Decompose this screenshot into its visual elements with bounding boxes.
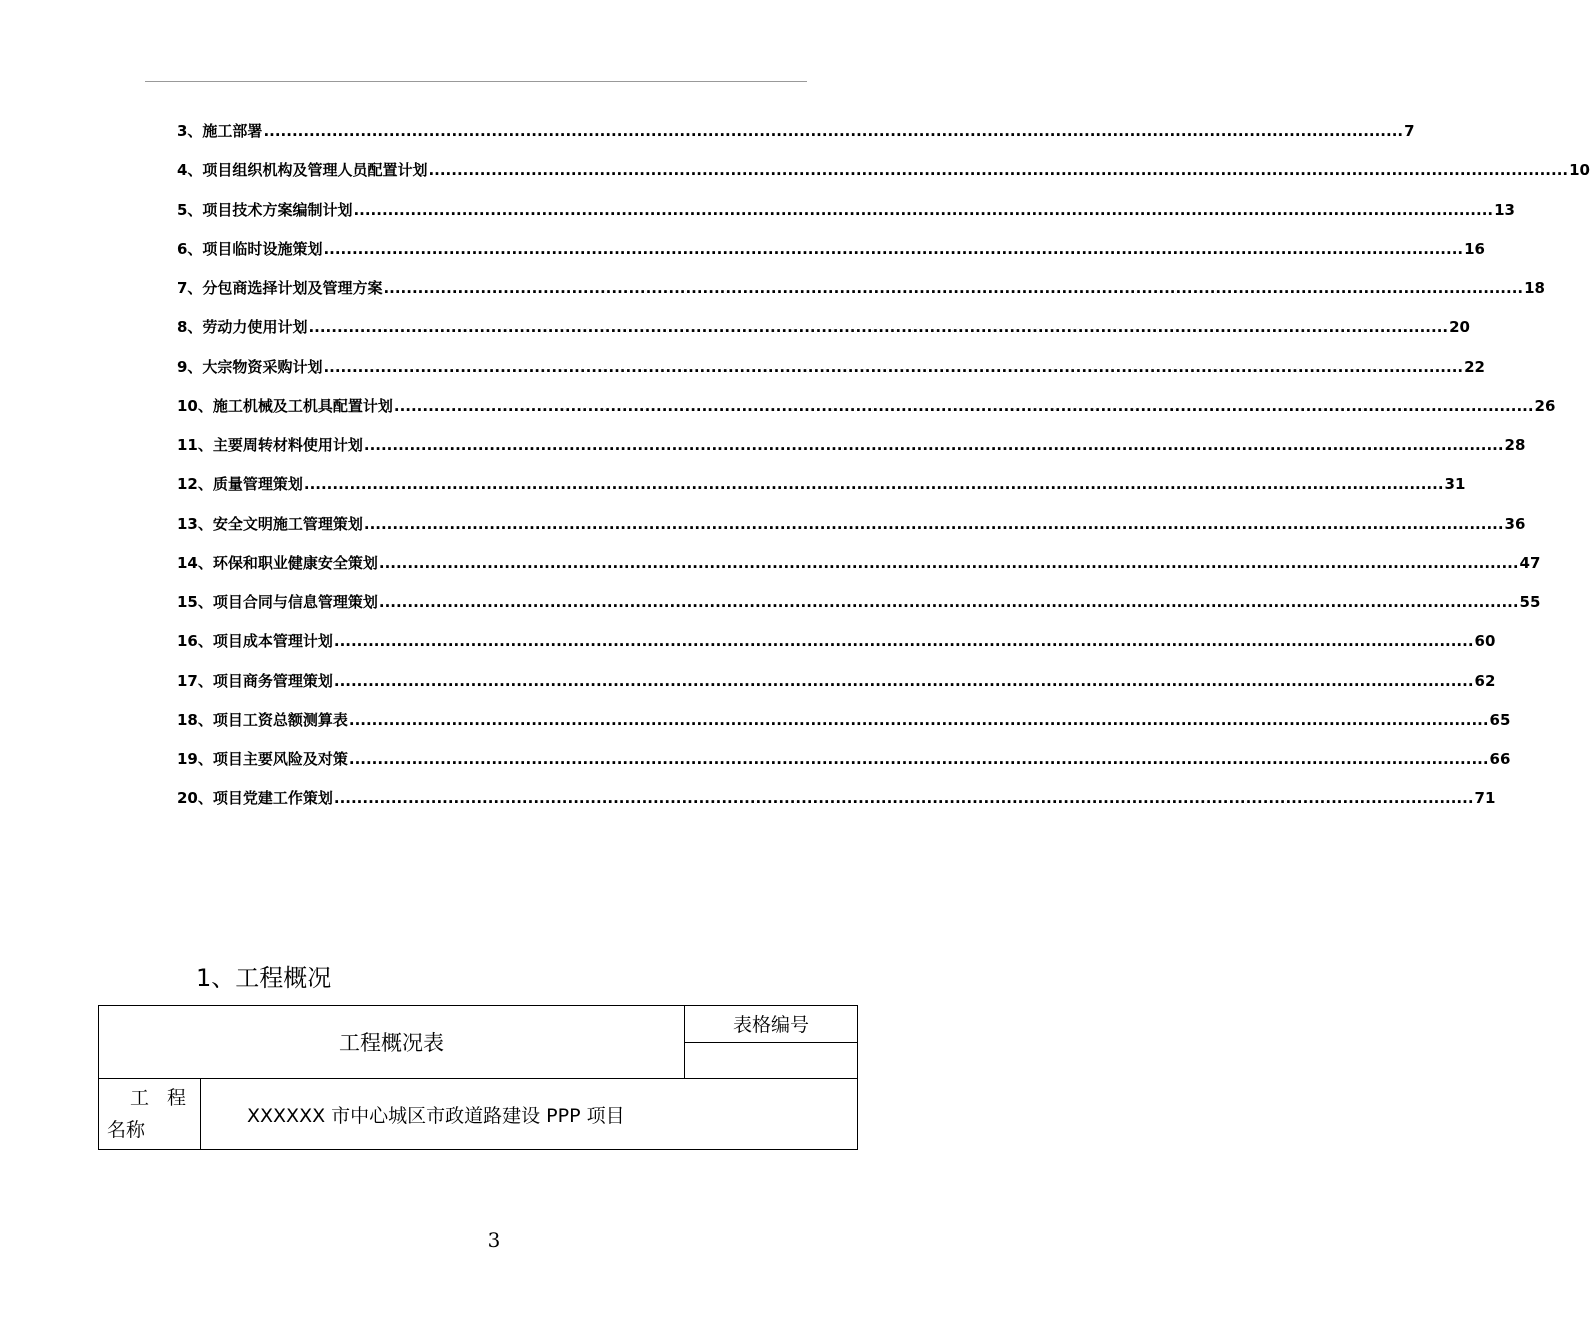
toc-entry[interactable] <box>177 670 1496 709</box>
toc-entry-page: 36 <box>1504 514 1526 533</box>
toc-entry-title: 11、主要周转材料使用计划 <box>177 436 363 454</box>
toc-entry-page: 10 <box>1569 161 1590 180</box>
toc-leader: ........................................................................................................................................................................................................ <box>323 239 1464 258</box>
toc-entry-page: 18 <box>1524 279 1545 297</box>
toc-entry[interactable] <box>177 277 1545 316</box>
section-heading: 1、工程概况 <box>196 964 332 992</box>
toc-entry-page: 65 <box>1489 710 1511 729</box>
form-number-label: 表格编号 <box>685 1006 858 1043</box>
form-number-value[interactable] <box>685 1042 858 1079</box>
toc-entry-page: 55 <box>1519 593 1541 611</box>
toc-entry-title: 7、分包商选择计划及管理方案 <box>177 279 383 297</box>
toc-leader: ........................................................................................................................................................................................................ <box>348 750 1489 768</box>
toc-entry[interactable] <box>177 159 1590 198</box>
toc-entry-title: 15、项目合同与信息管理策划 <box>177 593 378 611</box>
toc-entry-page: 62 <box>1474 671 1496 690</box>
toc-leader: ........................................................................................................................................................................................................ <box>333 671 1474 690</box>
toc-entry-page: 13 <box>1494 200 1515 219</box>
toc-leader: ........................................................................................................................................................................................................ <box>378 553 1519 572</box>
toc-entry[interactable] <box>177 199 1515 238</box>
toc-entry-title: 5、项目技术方案编制计划 <box>177 200 353 219</box>
page-number: 3 <box>487 1228 501 1252</box>
toc-entry[interactable] <box>177 120 1415 159</box>
toc-leader: ........................................................................................................................................................................................................ <box>263 122 1404 140</box>
toc-entry[interactable] <box>177 709 1511 748</box>
toc-entry-title: 16、项目成本管理计划 <box>177 632 333 651</box>
toc-entry[interactable] <box>177 238 1485 277</box>
toc-entry[interactable] <box>177 513 1526 552</box>
toc-entry[interactable] <box>177 434 1526 473</box>
toc-entry-page: 66 <box>1489 750 1511 768</box>
toc-entry-title: 4、项目组织机构及管理人员配置计划 <box>177 161 428 180</box>
toc-entry-page: 71 <box>1474 789 1496 808</box>
toc-leader: ........................................................................................................................................................................................................ <box>303 475 1444 494</box>
toc-entry-page: 60 <box>1474 632 1496 651</box>
toc-entry-page: 16 <box>1464 239 1485 258</box>
toc-leader: ........................................................................................................................................................................................................ <box>363 436 1504 454</box>
toc-entry[interactable] <box>177 630 1496 669</box>
toc-entry-title: 19、项目主要风险及对策 <box>177 750 348 768</box>
toc-leader: ........................................................................................................................................................................................................ <box>363 514 1504 533</box>
toc-entry[interactable] <box>177 356 1485 395</box>
toc-entry-page: 22 <box>1464 357 1485 376</box>
toc-leader: ........................................................................................................................................................................................................ <box>333 789 1474 808</box>
toc-entry-title: 3、施工部署 <box>177 122 263 140</box>
header-rule <box>145 81 807 82</box>
toc-entry-title: 20、项目党建工作策划 <box>177 789 333 808</box>
toc-entry[interactable] <box>177 473 1466 512</box>
project-name-label-line2: 名称 <box>107 1119 146 1141</box>
toc-entry-title: 17、项目商务管理策划 <box>177 671 333 690</box>
toc-entry[interactable] <box>177 552 1541 591</box>
toc-entry-page: 20 <box>1449 318 1470 337</box>
toc-leader: ........................................................................................................................................................................................................ <box>353 200 1494 219</box>
toc-entry-title: 8、劳动力使用计划 <box>177 318 308 337</box>
toc-entry[interactable] <box>177 395 1556 434</box>
toc-entry-title: 10、施工机械及工机具配置计划 <box>177 396 393 415</box>
toc-leader: ........................................................................................................................................................................................................ <box>323 357 1464 376</box>
toc-leader: ........................................................................................................................................................................................................ <box>308 318 1449 337</box>
toc-leader: ........................................................................................................................................................................................................ <box>378 593 1519 611</box>
toc-leader: ........................................................................................................................................................................................................ <box>393 396 1534 415</box>
project-overview-table <box>98 1005 858 1150</box>
project-name-value[interactable]: XXXXXX 市中心城区市政道路建设 PPP 项目 <box>201 1079 858 1150</box>
toc-entry-title: 6、项目临时设施策划 <box>177 239 323 258</box>
toc-entry-page: 28 <box>1504 436 1526 454</box>
toc-entry[interactable] <box>177 748 1511 787</box>
toc-entry-title: 9、大宗物资采购计划 <box>177 357 323 376</box>
table-title: 工程概况表 <box>99 1006 685 1079</box>
toc-entry-title: 13、安全文明施工管理策划 <box>177 514 363 533</box>
toc-entry-page: 26 <box>1534 396 1556 415</box>
project-name-label <box>99 1079 201 1150</box>
project-name-label-line1: 工 程 <box>129 1087 192 1109</box>
toc-leader: ........................................................................................................................................................................................................ <box>428 161 1569 180</box>
toc-entry-page: 47 <box>1519 553 1541 572</box>
toc-entry-title: 14、环保和职业健康安全策划 <box>177 553 378 572</box>
toc-entry[interactable] <box>177 316 1470 355</box>
table-of-contents <box>177 120 1590 827</box>
toc-leader: ........................................................................................................................................................................................................ <box>333 632 1474 651</box>
toc-entry[interactable] <box>177 787 1496 826</box>
toc-entry[interactable] <box>177 591 1541 630</box>
toc-leader: ........................................................................................................................................................................................................ <box>383 279 1524 297</box>
toc-leader: ........................................................................................................................................................................................................ <box>348 710 1489 729</box>
toc-entry-title: 18、项目工资总额测算表 <box>177 710 348 729</box>
toc-entry-page: 31 <box>1444 475 1466 494</box>
toc-entry-page: 7 <box>1404 122 1415 140</box>
toc-entry-title: 12、质量管理策划 <box>177 475 303 494</box>
